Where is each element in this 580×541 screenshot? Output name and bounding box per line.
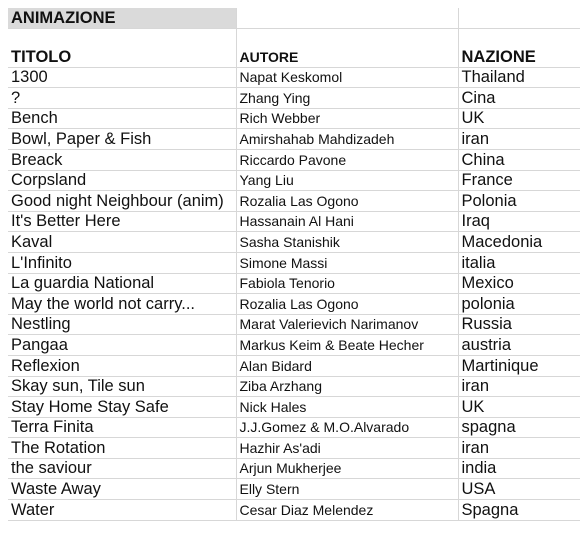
title-cell[interactable]: Breack	[8, 149, 236, 170]
table-row	[8, 314, 580, 335]
table-row	[8, 355, 580, 376]
nation-cell[interactable]: Spagna	[458, 500, 580, 521]
author-cell[interactable]: Zhang Ying	[236, 88, 458, 109]
header-row	[8, 28, 580, 67]
table-row	[8, 232, 580, 253]
author-cell[interactable]: Simone Massi	[236, 252, 458, 273]
nation-cell[interactable]: italia	[458, 252, 580, 273]
nation-cell[interactable]: UK	[458, 108, 580, 129]
nation-cell[interactable]: iran	[458, 376, 580, 397]
author-cell[interactable]: Elly Stern	[236, 479, 458, 500]
title-cell[interactable]: Kaval	[8, 232, 236, 253]
author-cell[interactable]: Napat Keskomol	[236, 67, 458, 88]
table-row	[8, 417, 580, 438]
nation-cell[interactable]: UK	[458, 397, 580, 418]
nation-cell[interactable]: iran	[458, 129, 580, 150]
author-cell[interactable]: Hazhir As'adi	[236, 438, 458, 459]
title-cell[interactable]: Stay Home Stay Safe	[8, 397, 236, 418]
table-row	[8, 88, 580, 109]
author-cell[interactable]: Arjun Mukherjee	[236, 458, 458, 479]
table-row	[8, 500, 580, 521]
author-cell[interactable]: Markus Keim & Beate Hecher	[236, 335, 458, 356]
title-cell[interactable]: ?	[8, 88, 236, 109]
title-cell[interactable]: Water	[8, 500, 236, 521]
banner-row	[8, 8, 580, 28]
author-cell[interactable]: Riccardo Pavone	[236, 149, 458, 170]
title-cell[interactable]: Skay sun, Tile sun	[8, 376, 236, 397]
title-cell[interactable]: Bench	[8, 108, 236, 129]
author-cell[interactable]: J.J.Gomez & M.O.Alvarado	[236, 417, 458, 438]
table-row	[8, 458, 580, 479]
nation-cell[interactable]: Polonia	[458, 191, 580, 212]
title-cell[interactable]: Corpsland	[8, 170, 236, 191]
author-cell[interactable]: Rozalia Las Ogono	[236, 294, 458, 315]
table-row	[8, 191, 580, 212]
nation-cell[interactable]: USA	[458, 479, 580, 500]
nation-cell[interactable]: Russia	[458, 314, 580, 335]
title-cell[interactable]: the saviour	[8, 458, 236, 479]
title-cell[interactable]: The Rotation	[8, 438, 236, 459]
author-cell[interactable]: Marat Valerievich Narimanov	[236, 314, 458, 335]
author-cell[interactable]: Amirshahab Mahdizadeh	[236, 129, 458, 150]
header-nation-cell[interactable]: NAZIONE	[458, 28, 580, 67]
nation-cell[interactable]: polonia	[458, 294, 580, 315]
nation-cell[interactable]: india	[458, 458, 580, 479]
title-cell[interactable]: It's Better Here	[8, 211, 236, 232]
table-row	[8, 108, 580, 129]
title-cell[interactable]: Reflexion	[8, 355, 236, 376]
spreadsheet-body	[8, 8, 580, 520]
nation-cell[interactable]: Iraq	[458, 211, 580, 232]
table-row	[8, 479, 580, 500]
author-cell[interactable]: Rozalia Las Ogono	[236, 191, 458, 212]
table-row	[8, 170, 580, 191]
title-cell[interactable]: Good night Neighbour (anim)	[8, 191, 236, 212]
nation-cell[interactable]: China	[458, 149, 580, 170]
table-row	[8, 273, 580, 294]
nation-cell[interactable]: iran	[458, 438, 580, 459]
nation-cell[interactable]: Cina	[458, 88, 580, 109]
table-row	[8, 67, 580, 88]
table-row	[8, 376, 580, 397]
author-cell[interactable]: Fabiola Tenorio	[236, 273, 458, 294]
empty-cell[interactable]	[458, 8, 580, 28]
table-row	[8, 397, 580, 418]
title-cell[interactable]: May the world not carry...	[8, 294, 236, 315]
table-row	[8, 438, 580, 459]
title-cell[interactable]: Terra Finita	[8, 417, 236, 438]
nation-cell[interactable]: Martinique	[458, 355, 580, 376]
title-cell[interactable]: Nestling	[8, 314, 236, 335]
table-row	[8, 294, 580, 315]
title-cell[interactable]: La guardia National	[8, 273, 236, 294]
table-row	[8, 129, 580, 150]
nation-cell[interactable]: Mexico	[458, 273, 580, 294]
spreadsheet-table	[8, 8, 580, 521]
author-cell[interactable]: Sasha Stanishik	[236, 232, 458, 253]
title-cell[interactable]: Bowl, Paper & Fish	[8, 129, 236, 150]
title-cell[interactable]: L'Infinito	[8, 252, 236, 273]
banner-cell[interactable]: ANIMAZIONE	[8, 8, 236, 28]
nation-cell[interactable]: Thailand	[458, 67, 580, 88]
table-row	[8, 211, 580, 232]
author-cell[interactable]: Rich Webber	[236, 108, 458, 129]
author-cell[interactable]: Yang Liu	[236, 170, 458, 191]
header-title-cell[interactable]: TITOLO	[8, 28, 236, 67]
title-cell[interactable]: Pangaa	[8, 335, 236, 356]
table-row	[8, 252, 580, 273]
empty-cell[interactable]	[236, 8, 458, 28]
table-row	[8, 335, 580, 356]
nation-cell[interactable]: austria	[458, 335, 580, 356]
author-cell[interactable]: Nick Hales	[236, 397, 458, 418]
author-cell[interactable]: Hassanain Al Hani	[236, 211, 458, 232]
nation-cell[interactable]: spagna	[458, 417, 580, 438]
nation-cell[interactable]: France	[458, 170, 580, 191]
author-cell[interactable]: Ziba Arzhang	[236, 376, 458, 397]
author-cell[interactable]: Cesar Diaz Melendez	[236, 500, 458, 521]
header-author-cell[interactable]: AUTORE	[236, 28, 458, 67]
nation-cell[interactable]: Macedonia	[458, 232, 580, 253]
author-cell[interactable]: Alan Bidard	[236, 355, 458, 376]
title-cell[interactable]: 1300	[8, 67, 236, 88]
table-row	[8, 149, 580, 170]
title-cell[interactable]: Waste Away	[8, 479, 236, 500]
